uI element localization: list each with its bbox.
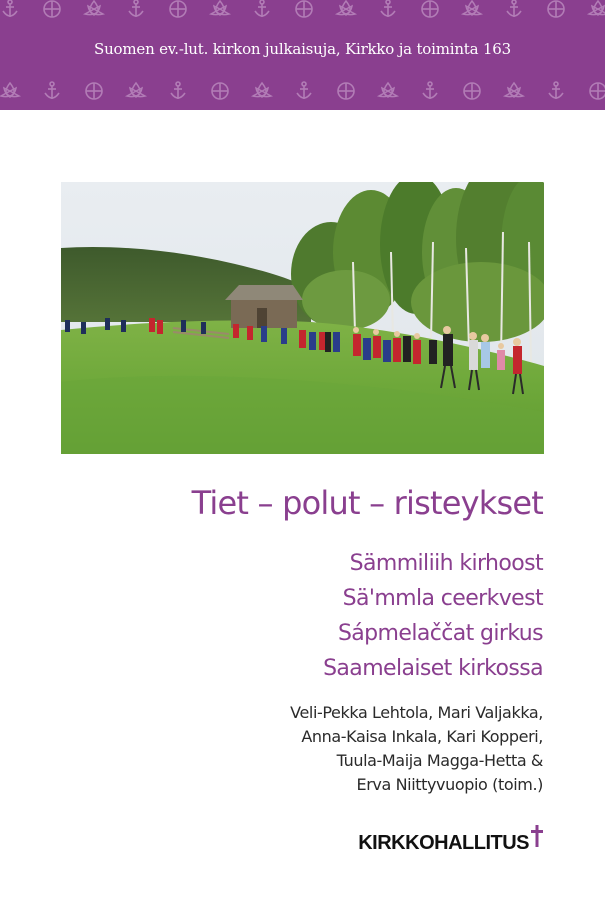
triquetra-icon bbox=[379, 83, 397, 97]
series-line: Suomen ev.-lut. kirkon julkaisuja, Kirkko ja toiminta 163 bbox=[94, 40, 511, 58]
subtitle-finnish: Saamelaiset kirkossa bbox=[323, 656, 543, 681]
cross-circle-icon bbox=[170, 1, 186, 17]
triquetra-icon bbox=[85, 1, 103, 15]
subtitle-inari-sami: Sämmiliih kirhoost bbox=[349, 551, 543, 576]
anchor-icon bbox=[171, 82, 185, 99]
subtitle-north-sami: Sápmelaččat girkus bbox=[337, 621, 543, 646]
cross-circle-icon bbox=[86, 83, 102, 99]
photo-procession-meadow bbox=[61, 182, 544, 454]
anchor-icon bbox=[381, 0, 395, 17]
triquetra-icon bbox=[211, 1, 229, 15]
cross-circle-icon bbox=[44, 1, 60, 17]
editor-line: Erva Niittyvuopio (toim.) bbox=[356, 775, 543, 794]
subtitle-skolt-sami: Sä'mmla ceerkvest bbox=[342, 586, 543, 611]
cross-circle-icon bbox=[464, 83, 480, 99]
editor-line: Veli-Pekka Lehtola, Mari Valjakka, bbox=[290, 703, 543, 722]
latin-cross-icon bbox=[531, 825, 543, 847]
anchor-icon bbox=[297, 82, 311, 99]
publisher-name: KIRKKOHALLITUS bbox=[358, 832, 529, 854]
anchor-icon bbox=[423, 82, 437, 99]
cross-circle-icon bbox=[548, 1, 564, 17]
cross-circle-icon bbox=[296, 1, 312, 17]
anchor-icon bbox=[129, 0, 143, 17]
triquetra-icon bbox=[253, 83, 271, 97]
editors-block bbox=[290, 701, 543, 797]
cover-photo bbox=[61, 182, 544, 454]
header-band bbox=[0, 0, 605, 110]
publisher-logo bbox=[358, 825, 543, 857]
triquetra-icon bbox=[505, 83, 523, 97]
cross-circle-icon bbox=[212, 83, 228, 99]
anchor-icon bbox=[507, 0, 521, 17]
anchor-icon bbox=[549, 82, 563, 99]
anchor-icon bbox=[45, 82, 59, 99]
editor-line: Anna-Kaisa Inkala, Kari Kopperi, bbox=[301, 727, 543, 746]
cross-circle-icon bbox=[590, 83, 605, 99]
cross-circle-icon bbox=[422, 1, 438, 17]
triquetra-icon bbox=[1, 83, 19, 97]
triquetra-icon bbox=[127, 83, 145, 97]
anchor-icon bbox=[3, 0, 17, 17]
book-title: Tiet – polut – risteykset bbox=[191, 484, 543, 522]
triquetra-icon bbox=[337, 1, 355, 15]
anchor-icon bbox=[255, 0, 269, 17]
wooden-cabin bbox=[225, 285, 303, 328]
triquetra-icon bbox=[463, 1, 481, 15]
subtitle-block bbox=[323, 546, 543, 686]
editor-line: Tuula-Maija Magga-Hetta & bbox=[336, 751, 543, 770]
triquetra-icon bbox=[589, 1, 605, 15]
cross-circle-icon bbox=[338, 83, 354, 99]
